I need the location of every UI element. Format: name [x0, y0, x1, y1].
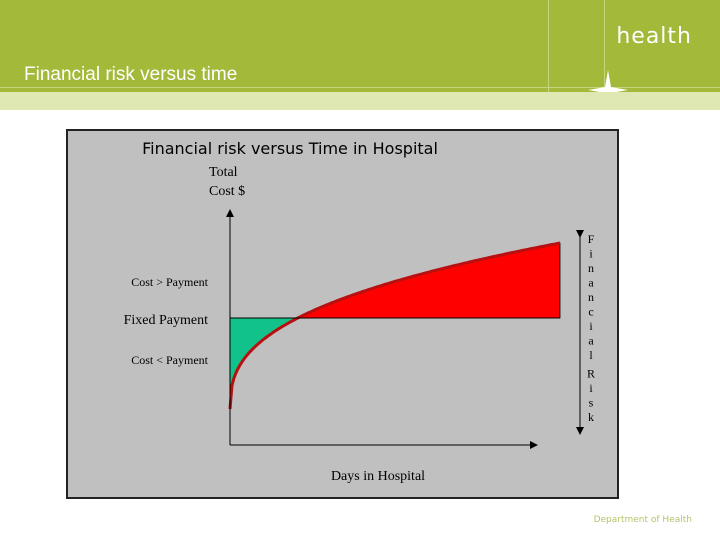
slide-title: Financial risk versus time	[24, 64, 238, 85]
x-axis-label: Days in Hospital	[330, 469, 426, 484]
chart-title: Financial risk versus Time in Hospital	[142, 139, 438, 158]
header-divider	[548, 0, 549, 92]
risk-label-letter: i	[589, 319, 593, 333]
footer-logo-text: Department of Health	[593, 515, 692, 525]
header-band	[0, 0, 720, 92]
cost-above-payment-area	[298, 243, 560, 318]
y-axis-label-line1: Total	[209, 165, 238, 180]
risk-label-letter: F	[587, 232, 595, 246]
risk-label-letter: n	[588, 261, 594, 275]
risk-label-letter: s	[588, 395, 594, 410]
risk-label-letter: a	[588, 333, 594, 348]
chart-canvas	[68, 131, 621, 501]
risk-label-letter: a	[588, 275, 594, 290]
sparkle-icon	[588, 70, 628, 92]
risk-label-letter: n	[588, 290, 594, 304]
risk-label-letter: c	[588, 304, 594, 319]
brand-logo-text: health	[616, 24, 692, 49]
risk-label-letter: l	[589, 348, 593, 362]
y-axis-label-line2: Cost $	[209, 184, 246, 199]
label-fixed-payment: Fixed Payment	[123, 313, 208, 328]
risk-label-letter: k	[588, 410, 594, 424]
label-cost-above-payment: Cost > Payment	[131, 275, 208, 289]
risk-label-letter: i	[589, 381, 593, 395]
header-stripe	[0, 92, 720, 110]
chart-panel	[66, 129, 619, 499]
risk-label-letter: i	[589, 246, 593, 261]
risk-label-letter: R	[586, 366, 596, 381]
label-cost-below-payment: Cost < Payment	[131, 353, 208, 367]
